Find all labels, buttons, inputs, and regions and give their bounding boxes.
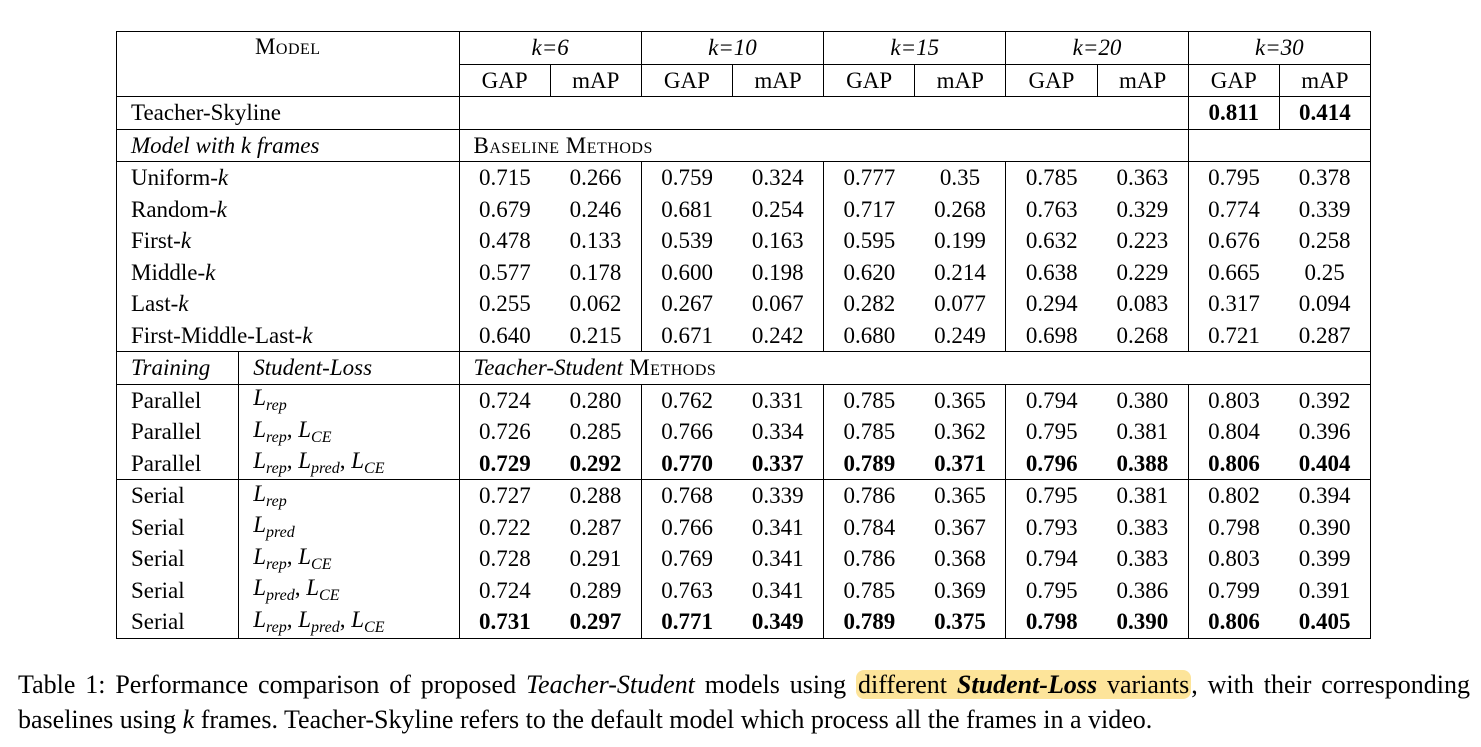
value-cell: 0.094 — [1279, 288, 1370, 320]
metric-gap-header: GAP — [824, 64, 915, 97]
loss-cell: $L_{rep}$, $L_{pred}$, $L_{CE}$ — [239, 606, 459, 638]
value-cell: 0.789 — [824, 606, 915, 638]
value-cell: 0.341 — [732, 512, 823, 544]
value-cell: 0.632 — [1025, 228, 1078, 254]
value-cell: 0.280 — [550, 384, 641, 416]
value-cell: 0.35 — [915, 162, 1006, 194]
baseline-section-row — [117, 129, 1371, 162]
metric-map-header: mAP — [915, 64, 1006, 97]
value-cell: 0.242 — [732, 320, 823, 352]
baseline-k: k — [217, 165, 229, 191]
value-cell: 0.679 — [478, 196, 531, 222]
training-cell: Serial — [117, 575, 239, 607]
value-cell: 0.289 — [550, 575, 641, 607]
value-cell: 0.399 — [1279, 543, 1370, 575]
value-cell: 0.254 — [732, 194, 823, 226]
serial-body — [117, 480, 1371, 639]
value-cell: 0.390 — [1279, 512, 1370, 544]
value-cell: 0.766 — [661, 419, 713, 445]
baseline-k: k — [216, 196, 227, 222]
value-cell: 0.729 — [459, 448, 550, 480]
value-cell: 0.288 — [550, 480, 641, 512]
baseline-name — [117, 194, 460, 226]
baseline-name — [117, 225, 460, 257]
caption-hl-start: different — [858, 670, 957, 699]
training-cell: Parallel — [117, 384, 239, 416]
value-cell: 0.785 — [1025, 165, 1078, 191]
baseline-name-text: Middle- — [131, 259, 206, 285]
value-cell: 0.067 — [732, 288, 823, 320]
value-cell: 0.383 — [1097, 543, 1188, 575]
table-row — [117, 320, 1371, 352]
baseline-name — [117, 257, 460, 289]
value-cell: 0.671 — [641, 320, 732, 352]
value-cell: 0.789 — [824, 448, 915, 480]
training-cell: Serial — [117, 512, 239, 544]
value-cell: 0.806 — [1188, 448, 1279, 480]
value-cell: 0.214 — [915, 257, 1006, 289]
value-cell: 0.763 — [661, 577, 713, 603]
loss-cell: $L_{rep}$, $L_{CE}$ — [239, 416, 459, 448]
training-cell: Serial — [117, 606, 239, 638]
model-with-k-frames-label: Model with k frames — [117, 129, 460, 162]
table-row — [117, 448, 1371, 480]
caption-prefix: Table 1: Performance comparison of proposed — [18, 670, 526, 699]
value-cell: 0.803 — [1208, 546, 1260, 572]
value-cell: 0.287 — [1279, 320, 1370, 352]
value-cell: 0.388 — [1097, 448, 1188, 480]
value-cell: 0.292 — [550, 448, 641, 480]
value-cell: 0.804 — [1208, 419, 1260, 445]
training-header: Training — [117, 352, 239, 385]
value-cell: 0.199 — [915, 225, 1006, 257]
value-cell: 0.291 — [550, 543, 641, 575]
table-row — [117, 194, 1371, 226]
value-cell: 0.258 — [1279, 225, 1370, 257]
metric-map-header: mAP — [1279, 64, 1370, 97]
metric-map-header: mAP — [1097, 64, 1188, 97]
baseline-name — [117, 320, 460, 352]
value-cell: 0.394 — [1279, 480, 1370, 512]
value-cell: 0.771 — [641, 606, 732, 638]
k-group-header: k=15 — [824, 32, 1006, 65]
loss-cell: $L_{rep}$ — [239, 480, 459, 512]
baseline-k: k — [205, 259, 216, 285]
value-cell: 0.478 — [478, 228, 531, 254]
value-cell: 0.381 — [1097, 416, 1188, 448]
baseline-name — [117, 162, 460, 194]
value-cell: 0.404 — [1279, 448, 1370, 480]
value-cell: 0.724 — [478, 387, 531, 413]
table-row — [117, 512, 1371, 544]
value-cell: 0.317 — [1208, 291, 1260, 317]
value-cell: 0.383 — [1097, 512, 1188, 544]
caption-suffix: frames. Teacher-Skyline refers to the default model which process all the frames in a video. — [194, 705, 1153, 734]
value-cell: 0.380 — [1097, 384, 1188, 416]
value-cell: 0.363 — [1097, 162, 1188, 194]
value-cell: 0.339 — [732, 480, 823, 512]
value-cell: 0.178 — [550, 257, 641, 289]
table-row — [117, 384, 1371, 416]
value-cell: 0.215 — [550, 320, 641, 352]
ts-section-italic: Teacher-Student — [473, 355, 623, 381]
baseline-body — [117, 162, 1371, 352]
training-cell: Parallel — [117, 416, 239, 448]
value-cell: 0.698 — [1006, 320, 1097, 352]
value-cell: 0.803 — [1208, 387, 1260, 413]
value-cell: 0.25 — [1279, 257, 1370, 289]
table-row — [117, 543, 1371, 575]
empty-cell — [1188, 129, 1370, 162]
caption-k: k — [182, 705, 195, 734]
value-cell: 0.795 — [1025, 483, 1078, 509]
value-cell: 0.762 — [661, 387, 713, 413]
value-cell: 0.287 — [550, 512, 641, 544]
table-row — [117, 606, 1371, 638]
table-row — [117, 575, 1371, 607]
value-cell: 0.793 — [1025, 514, 1078, 540]
value-cell: 0.077 — [915, 288, 1006, 320]
caption-teacher-student: Teacher-Student — [525, 670, 695, 699]
value-cell: 0.371 — [915, 448, 1006, 480]
training-cell: Serial — [117, 543, 239, 575]
value-cell: 0.337 — [732, 448, 823, 480]
baseline-name-text: Random- — [131, 196, 217, 222]
value-cell: 0.600 — [661, 259, 713, 285]
value-cell: 0.334 — [732, 416, 823, 448]
value-cell: 0.297 — [550, 606, 641, 638]
table-row — [117, 480, 1371, 512]
metric-gap-header: GAP — [1188, 64, 1279, 97]
value-cell: 0.795 — [1025, 419, 1078, 445]
ts-section-row — [117, 352, 1371, 385]
value-cell: 0.795 — [1025, 577, 1078, 603]
value-cell: 0.365 — [915, 480, 1006, 512]
value-cell: 0.369 — [915, 575, 1006, 607]
value-cell: 0.341 — [732, 543, 823, 575]
value-cell: 0.721 — [1188, 320, 1279, 352]
value-cell: 0.198 — [732, 257, 823, 289]
value-cell: 0.785 — [843, 577, 896, 603]
caption-after-hl: , with their corresponding baselines using — [18, 670, 1471, 734]
value-cell: 0.784 — [843, 514, 896, 540]
table-row — [117, 416, 1371, 448]
table-row — [117, 288, 1371, 320]
value-cell: 0.163 — [732, 225, 823, 257]
value-cell: 0.727 — [478, 483, 531, 509]
value-cell: 0.798 — [1208, 514, 1260, 540]
value-cell: 0.726 — [478, 419, 531, 445]
value-cell: 0.365 — [915, 384, 1006, 416]
value-cell: 0.331 — [732, 384, 823, 416]
loss-cell: $L_{rep}$, $L_{pred}$, $L_{CE}$ — [239, 448, 459, 480]
value-cell: 0.680 — [824, 320, 915, 352]
value-cell: 0.731 — [459, 606, 550, 638]
teacher-skyline-gap: 0.811 — [1188, 97, 1279, 130]
value-cell: 0.786 — [843, 546, 896, 572]
value-cell: 0.795 — [1208, 165, 1260, 191]
value-cell: 0.405 — [1279, 606, 1370, 638]
value-cell: 0.796 — [1006, 448, 1097, 480]
value-cell: 0.266 — [550, 162, 641, 194]
value-cell: 0.367 — [915, 512, 1006, 544]
value-cell: 0.083 — [1097, 288, 1188, 320]
baseline-k: k — [178, 291, 189, 317]
k-group-header: k=30 — [1188, 32, 1370, 65]
ts-section-rest: Methods — [622, 355, 717, 381]
value-cell: 0.715 — [478, 165, 531, 191]
value-cell: 0.785 — [843, 419, 896, 445]
value-cell: 0.390 — [1097, 606, 1188, 638]
value-cell: 0.362 — [915, 416, 1006, 448]
results-table — [116, 31, 1371, 639]
header-row-k — [117, 32, 1371, 65]
value-cell: 0.539 — [661, 228, 713, 254]
value-cell: 0.595 — [843, 228, 896, 254]
value-cell: 0.381 — [1097, 480, 1188, 512]
baseline-name-text: First- — [131, 228, 181, 254]
training-cell: Parallel — [117, 448, 239, 480]
ts-section-title — [459, 352, 1370, 385]
value-cell: 0.785 — [843, 387, 896, 413]
baseline-name-text: First-Middle-Last- — [131, 322, 303, 348]
baseline-name-text: Uniform- — [131, 165, 218, 191]
value-cell: 0.640 — [459, 320, 550, 352]
value-cell: 0.396 — [1279, 416, 1370, 448]
value-cell: 0.681 — [661, 196, 713, 222]
value-cell: 0.799 — [1208, 577, 1260, 603]
value-cell: 0.802 — [1208, 483, 1260, 509]
value-cell: 0.769 — [661, 546, 713, 572]
value-cell: 0.777 — [843, 165, 896, 191]
caption-hl-end: variants — [1097, 670, 1190, 699]
loss-cell: $L_{pred}$ — [239, 512, 459, 544]
value-cell: 0.341 — [732, 575, 823, 607]
caption-mid: models using — [694, 670, 856, 699]
value-cell: 0.255 — [478, 291, 531, 317]
value-cell: 0.285 — [550, 416, 641, 448]
metric-map-header: mAP — [732, 64, 823, 97]
value-cell: 0.763 — [1025, 196, 1078, 222]
value-cell: 0.786 — [843, 483, 896, 509]
value-cell: 0.375 — [915, 606, 1006, 638]
metric-map-header: mAP — [550, 64, 641, 97]
value-cell: 0.759 — [661, 165, 713, 191]
model-header: Model — [117, 32, 460, 97]
value-cell: 0.728 — [478, 546, 531, 572]
k-group-header: k=6 — [459, 32, 641, 65]
value-cell: 0.794 — [1025, 387, 1078, 413]
teacher-skyline-label: Teacher-Skyline — [117, 97, 460, 130]
value-cell: 0.267 — [661, 291, 713, 317]
value-cell: 0.722 — [478, 514, 531, 540]
value-cell: 0.676 — [1208, 228, 1260, 254]
baseline-section-title: Baseline Methods — [459, 129, 1188, 162]
baseline-k: k — [302, 322, 313, 348]
loss-cell: $L_{rep}$ — [239, 384, 459, 416]
value-cell: 0.133 — [550, 225, 641, 257]
baseline-name — [117, 288, 460, 320]
table-row — [117, 225, 1371, 257]
value-cell: 0.768 — [661, 483, 713, 509]
student-loss-header: Student-Loss — [239, 352, 459, 385]
value-cell: 0.770 — [641, 448, 732, 480]
value-cell: 0.339 — [1279, 194, 1370, 226]
metric-gap-header: GAP — [459, 64, 550, 97]
value-cell: 0.577 — [478, 259, 531, 285]
value-cell: 0.368 — [915, 543, 1006, 575]
value-cell: 0.282 — [843, 291, 896, 317]
training-cell: Serial — [117, 480, 239, 512]
caption-hl-bold: Student-Loss — [956, 670, 1098, 699]
value-cell: 0.386 — [1097, 575, 1188, 607]
teacher-skyline-row — [117, 97, 1371, 130]
value-cell: 0.378 — [1279, 162, 1370, 194]
metric-gap-header: GAP — [1006, 64, 1097, 97]
table-caption — [18, 667, 1470, 737]
table-row — [117, 162, 1371, 194]
value-cell: 0.766 — [661, 514, 713, 540]
value-cell: 0.665 — [1208, 259, 1260, 285]
caption-highlight — [856, 670, 1191, 699]
value-cell: 0.717 — [843, 196, 896, 222]
value-cell: 0.724 — [478, 577, 531, 603]
value-cell: 0.329 — [1097, 194, 1188, 226]
teacher-skyline-map: 0.414 — [1279, 97, 1370, 130]
baseline-k: k — [180, 228, 192, 254]
loss-cell: $L_{rep}$, $L_{CE}$ — [239, 543, 459, 575]
value-cell: 0.806 — [1188, 606, 1279, 638]
metric-gap-header: GAP — [641, 64, 732, 97]
value-cell: 0.774 — [1208, 196, 1260, 222]
value-cell: 0.294 — [1025, 291, 1078, 317]
value-cell: 0.638 — [1025, 259, 1078, 285]
value-cell: 0.392 — [1279, 384, 1370, 416]
value-cell: 0.794 — [1025, 546, 1078, 572]
value-cell: 0.268 — [1097, 320, 1188, 352]
value-cell: 0.798 — [1006, 606, 1097, 638]
k-group-header: k=10 — [641, 32, 823, 65]
value-cell: 0.246 — [550, 194, 641, 226]
value-cell: 0.229 — [1097, 257, 1188, 289]
empty-cell — [459, 97, 1188, 130]
value-cell: 0.324 — [732, 162, 823, 194]
value-cell: 0.249 — [915, 320, 1006, 352]
value-cell: 0.620 — [843, 259, 896, 285]
parallel-body — [117, 384, 1371, 480]
value-cell: 0.268 — [915, 194, 1006, 226]
value-cell: 0.223 — [1097, 225, 1188, 257]
loss-cell: $L_{pred}$, $L_{CE}$ — [239, 575, 459, 607]
baseline-name-text: Last- — [131, 291, 179, 317]
value-cell: 0.062 — [550, 288, 641, 320]
k-group-header: k=20 — [1006, 32, 1188, 65]
table-row — [117, 257, 1371, 289]
value-cell: 0.391 — [1279, 575, 1370, 607]
value-cell: 0.349 — [732, 606, 823, 638]
